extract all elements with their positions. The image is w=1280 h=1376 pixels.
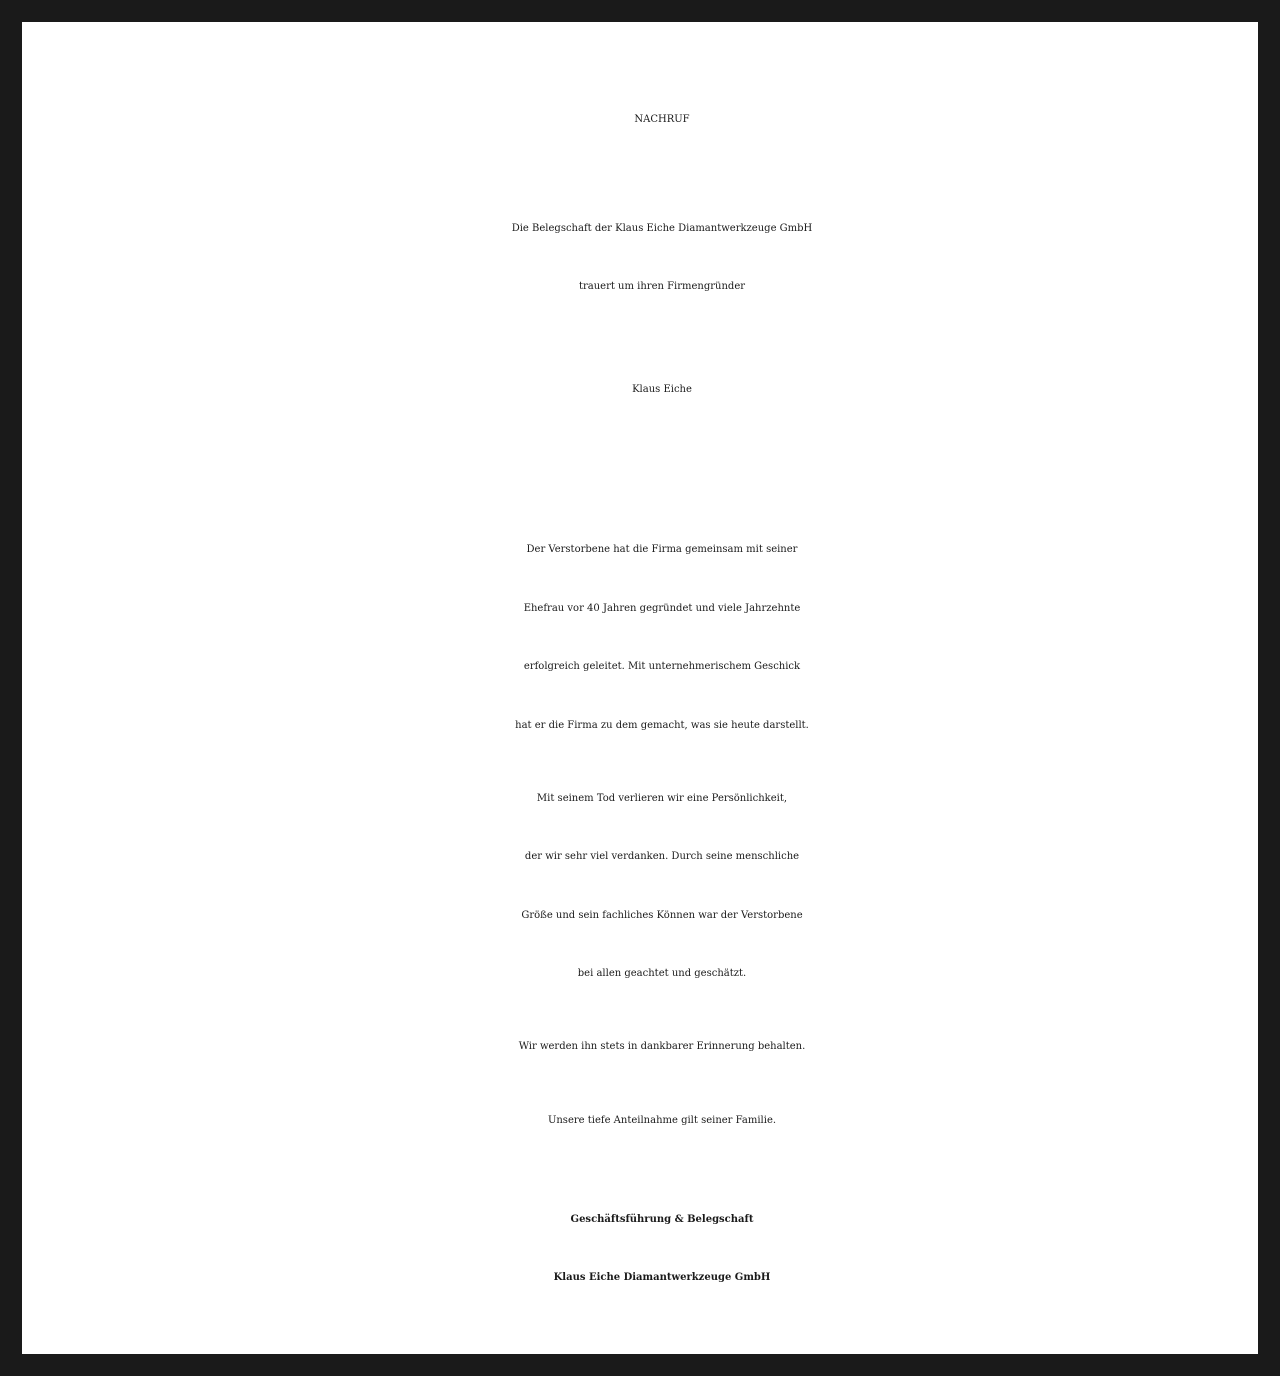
paragraph-1-line-1: Der Verstorbene hat die Firma gemeinsam mit seiner [526, 544, 798, 555]
signature-line-1: Geschäftsführung & Belegschaft [570, 1214, 754, 1225]
paragraph-2-line-4: bei allen geachtet und geschätzt. [577, 968, 747, 979]
intro-line-2: trauert um ihren Firmengründer [578, 281, 746, 292]
paragraph-3: Wir werden ihn stets in dankbarer Erinnerung behalten. [518, 1041, 806, 1052]
paragraph-1-line-3: erfolgreich geleitet. Mit unternehmerischem Geschick [523, 661, 801, 672]
deceased-name: Klaus Eiche [632, 384, 692, 395]
notice-heading: NACHRUF [634, 114, 690, 125]
paragraph-1-line-2: Ehefrau vor 40 Jahren gegründet und viele Jahrzehnte [523, 603, 801, 614]
paragraph-2-line-3: Größe und sein fachliches Können war der Verstorbene [521, 910, 803, 921]
paragraph-4: Unsere tiefe Anteilnahme gilt seiner Familie. [547, 1115, 777, 1126]
signature-line-2: Klaus Eiche Diamantwerkzeuge GmbH [553, 1272, 771, 1283]
paragraph-2-line-2: der wir sehr viel verdanken. Durch seine menschliche [524, 851, 800, 862]
paragraph-1-line-4: hat er die Firma zu dem gemacht, was sie heute darstellt. [515, 720, 809, 731]
paragraph-2-line-1: Mit seinem Tod verlieren wir eine Persönlichkeit, [536, 793, 788, 804]
intro-line-1: Die Belegschaft der Klaus Eiche Diamantwerkzeuge GmbH [511, 223, 813, 234]
